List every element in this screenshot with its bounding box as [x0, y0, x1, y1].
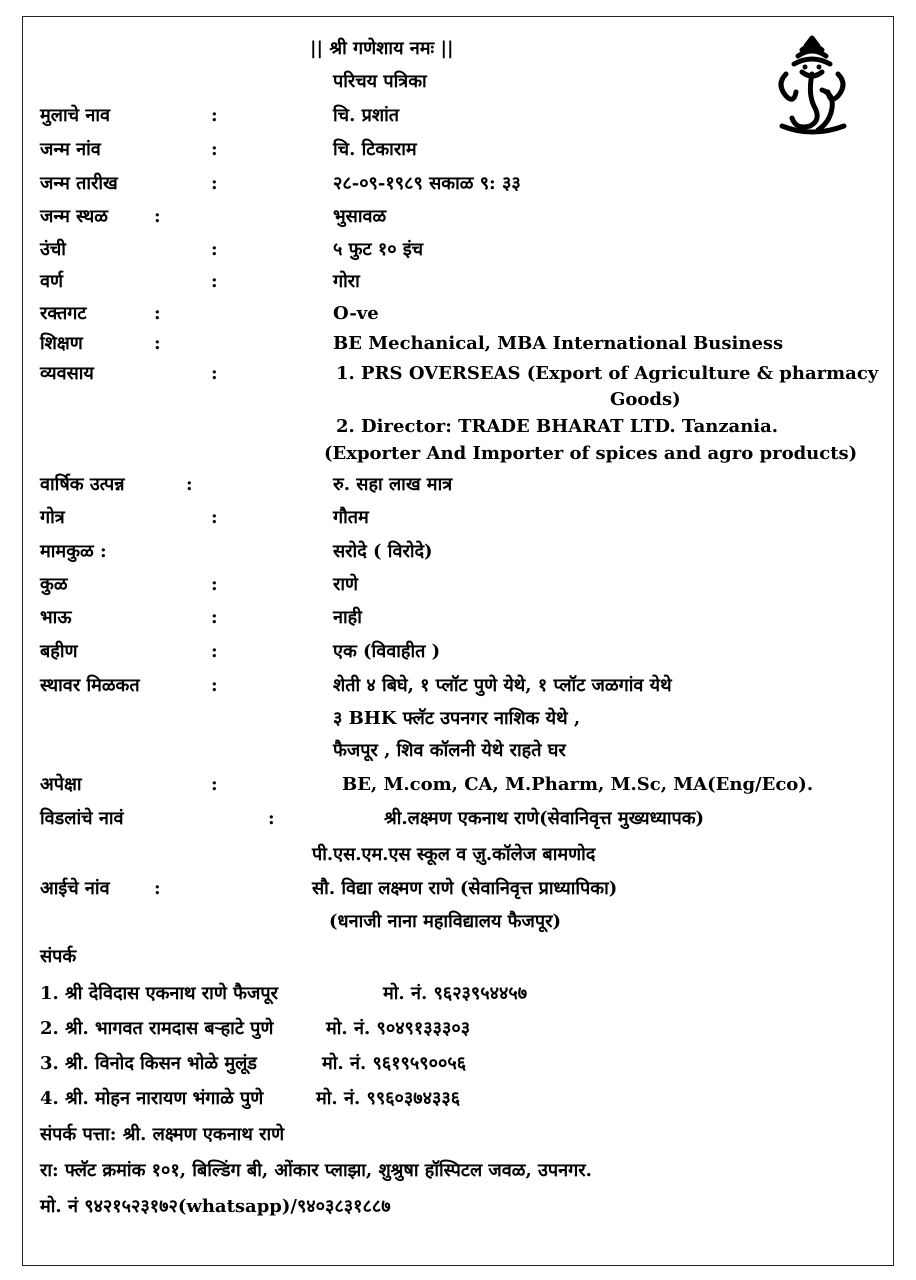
- label-property: स्थावर मिळकत: [40, 675, 140, 696]
- contact-person-name: 1. श्री देविदास एकनाथ राणे फैजपूर: [40, 983, 278, 1004]
- colon: :: [211, 173, 218, 194]
- value-brother: नाही: [333, 607, 362, 628]
- label-education: शिक्षण: [40, 333, 83, 354]
- contact-person-phone: मो. नं. ९६२३९५४४५७: [383, 983, 528, 1004]
- document-frame: [22, 16, 894, 1266]
- value-annual-income: रु. सहा लाख मात्र: [333, 474, 453, 495]
- value-maternal-clan: सरोदे ( विरोदे): [333, 541, 433, 562]
- label-birth-place: जन्म स्थळ: [40, 206, 108, 227]
- value-father-line: श्री.लक्ष्मण एकनाथ राणे(सेवानिवृत्त मुख्यध्यापक): [384, 808, 705, 829]
- value-blood-group: O-ve: [333, 303, 379, 324]
- colon: :: [154, 206, 161, 227]
- value-birth-date: २८-०९-१९८९ सकाळ ९: ३३: [333, 173, 521, 194]
- value-property-line: ३ BHK फ्लॅट उपनगर नाशिक येथे ,: [333, 708, 581, 729]
- value-gotra: गौतम: [333, 507, 369, 528]
- colon: :: [211, 507, 218, 528]
- value-complexion: गोरा: [333, 271, 360, 292]
- colon: :: [211, 607, 218, 628]
- value-property-line: शेती ४ बिघे, १ प्लॉट पुणे येथे, १ प्लॉट जळगांव येथे: [333, 675, 672, 696]
- value-expectation: BE, M.com, CA, M.Pharm, M.Sc, MA(Eng/Eco).: [342, 774, 814, 795]
- colon: :: [154, 878, 161, 899]
- label-brother: भाऊ: [40, 607, 72, 628]
- colon: :: [211, 105, 218, 126]
- value-sister: एक (विवाहीत ): [333, 641, 441, 662]
- label-annual-income: वार्षिक उत्पन्न: [40, 474, 125, 495]
- value-birth-name: चि. टिकाराम: [333, 139, 417, 160]
- colon: :: [154, 303, 161, 324]
- contact-person-name: 3. श्री. विनोद किसन भोळे मुलूंड: [40, 1053, 257, 1074]
- label-mother-name: आईचे नांव: [40, 878, 110, 899]
- label-gotra: गोत्र: [40, 507, 65, 528]
- label-boy-name: मुलाचे नाव: [40, 105, 110, 126]
- value-occupation-line: 1. PRS OVERSEAS (Export of Agriculture & pharmacy: [336, 363, 879, 384]
- contact-phones: मो. नं ९४२१५२३१७२(whatsapp)/९४०३८३१८८७: [40, 1196, 391, 1217]
- colon: :: [211, 139, 218, 160]
- value-mother-line: (धनाजी नाना महाविद्यालय फैजपूर): [329, 911, 561, 932]
- contact-person-phone: मो. नं. ९९६०३७४३३६: [316, 1088, 461, 1109]
- colon: :: [211, 363, 218, 384]
- colon: :: [211, 675, 218, 696]
- colon: :: [268, 808, 275, 829]
- label-birth-name: जन्म नांव: [40, 139, 101, 160]
- colon: :: [211, 271, 218, 292]
- label-father-name: विडलांचे नावं: [40, 808, 124, 829]
- ganesha-icon: [772, 34, 852, 138]
- colon: :: [211, 774, 218, 795]
- label-maternal-clan: मामकुळ :: [40, 541, 107, 562]
- colon: :: [211, 574, 218, 595]
- value-boy-name: चि. प्रशांत: [333, 105, 400, 126]
- contact-address: रा: फ्लॅट क्रमांक १०१, बिल्डिंग बी, ओंकार प्लाझा, शुश्रुषा हॉस्पिटल जवळ, उपनगर.: [40, 1160, 592, 1181]
- contact-person-name: 4. श्री. मोहन नारायण भंगाळे पुणे: [40, 1088, 264, 1109]
- value-occupation-line: Goods): [610, 389, 681, 410]
- value-occupation-line: (Exporter And Importer of spices and agro products): [324, 443, 858, 464]
- value-mother-line: सौ. विद्या लक्ष्मण राणे (सेवानिवृत्त प्राध्यापिका): [312, 878, 618, 899]
- value-property-line: फैजपूर , शिव कॉलनी येथे राहते घर: [333, 740, 566, 761]
- value-clan: राणे: [333, 574, 359, 595]
- label-complexion: वर्ण: [40, 271, 64, 292]
- label-sister: बहीण: [40, 641, 78, 662]
- colon: :: [211, 641, 218, 662]
- invocation: || श्री गणेशाय नमः ||: [310, 38, 454, 59]
- document-title: परिचय पत्रिका: [333, 71, 427, 92]
- value-education: BE Mechanical, MBA International Business: [333, 333, 784, 354]
- contact-person-name: 2. श्री. भागवत रामदास बऱ्हाटे पुणे: [40, 1018, 274, 1039]
- value-father-line: पी.एस.एम.एस स्कूल व ज़ु.कॉलेज बामणोद: [312, 844, 596, 865]
- value-height: ५ फुट १० इंच: [333, 239, 424, 260]
- contact-person-phone: मो. नं. ९०४९१३३३०३: [326, 1018, 471, 1039]
- colon: :: [211, 239, 218, 260]
- contact-heading: संपर्क: [40, 946, 77, 967]
- value-birth-place: भुसावळ: [333, 206, 387, 227]
- colon: :: [186, 474, 193, 495]
- label-birth-date: जन्म तारीख: [40, 173, 118, 194]
- label-height: उंची: [40, 239, 66, 260]
- label-clan: कुळ: [40, 574, 68, 595]
- contact-person-phone: मो. नं. ९६१९५९००५६: [322, 1053, 467, 1074]
- label-expectation: अपेक्षा: [40, 774, 82, 795]
- colon: :: [154, 333, 161, 354]
- contact-address-heading: संपर्क पत्ता: श्री. लक्ष्मण एकनाथ राणे: [40, 1124, 285, 1145]
- label-occupation: व्यवसाय: [40, 363, 94, 384]
- value-occupation-line: 2. Director: TRADE BHARAT LTD. Tanzania.: [336, 416, 779, 437]
- label-blood-group: रक्तगट: [40, 303, 87, 324]
